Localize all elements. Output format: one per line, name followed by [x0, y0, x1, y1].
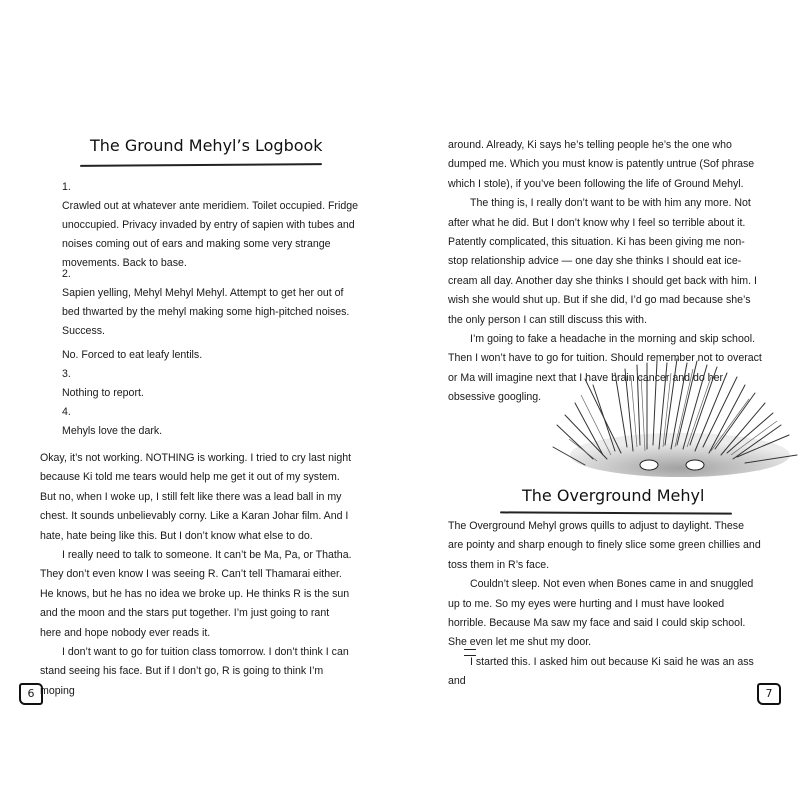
- entry-text: Mehyls love the dark.: [62, 425, 163, 437]
- entry-text: Nothing to report.: [62, 387, 144, 399]
- paragraph: I started this. I asked him out because Ki said he was an ass and: [448, 655, 754, 688]
- paragraph: I really need to talk to someone. It can’t be Ma, Pa, or Thatha. They don’t even know I was seeing R. Can’t tell Thamarai either. He knows, but he has no idea we broke up. He thinks R is the sun and the moon and the stars put together. I’m just going to rant here and hope nobody ever reads it.: [40, 549, 352, 639]
- entry-number: 4.: [62, 406, 71, 418]
- logbook-heading: The Ground Mehyl’s Logbook: [90, 136, 323, 155]
- right-body-text-bottom: [448, 517, 762, 692]
- log-entry-1: [62, 178, 362, 273]
- entry-extra-text: No. Forced to eat leafy lentils.: [62, 349, 203, 361]
- entry-number: 1.: [62, 181, 71, 193]
- paragraph: The Overground Mehyl grows quills to adjust to daylight. These are pointy and sharp enough to finely slice some green chillies and toss them in R’s face.: [448, 520, 761, 571]
- mehyl-quills-illustration: [545, 355, 800, 485]
- paragraph: around. Already, Ki says he’s telling people he’s the one who dumped me. Which you must know is patently untrue (Sof phrase which I stole), if you’ve been following the life of Ground Mehyl.: [448, 139, 755, 190]
- paragraph: Couldn’t sleep. Not even when Bones came in and snuggled up to me. So my eyes were hurting and I must have looked horrible. Because Ma saw my face and said I could skip school. She even let me shut my door.: [448, 578, 754, 649]
- heading-underline: [500, 511, 732, 514]
- left-body-text: [40, 449, 352, 701]
- page-number: 7: [757, 683, 781, 705]
- paragraph: I’m going to fake a headache in the morning and skip school. Then I won’t have to go for tuition. Should remember not to overact or Ma will imagine next that I have brain cancer and do her obsessive googling.: [448, 333, 762, 404]
- paragraph: Okay, it’s not working. NOTHING is working. I tried to cry last night because Ki told me tears would help me get it out of my system. But no, when I woke up, I still felt like there was a lead ball in my chest. It sounds unbelievably corny. Like a Karan Johar film. And I hate, hate being like this. But I don’t know what else to do.: [40, 452, 352, 542]
- overground-heading: The Overground Mehyl: [522, 486, 705, 505]
- entry-number: 3.: [62, 368, 71, 380]
- entry-number: 2.: [62, 268, 71, 280]
- heading-underline: [80, 163, 322, 167]
- entry-text: Crawled out at whatever ante meridiem. Toilet occupied. Fridge unoccupied. Privacy invaded by entry of sapien with tubes and noises coming out of ears and making some very strange movements. Back to base.: [62, 200, 358, 269]
- log-entry-4: [62, 403, 362, 441]
- log-entry-2: [62, 265, 362, 365]
- right-page: [400, 0, 800, 800]
- double-line-mark: [464, 649, 476, 656]
- paragraph: I don’t want to go for tuition class tomorrow. I don’t think I can stand seeing his face. But if I don’t go, R is going to think I’m moping: [40, 646, 349, 697]
- paragraph: The thing is, I really don’t want to be with him any more. Not after what he did. But I don’t know why I feel so terrible about it. Patently complicated, this situation. Ki has been giving me non-stop relationship advice — one day she thinks I should eat ice-cream all day. Another day she thinks I should get back with him. I wish she would shut up. But if she did, I’d go mad because she’s the only person I can still discuss this with.: [448, 197, 757, 326]
- log-entry-3: [62, 365, 362, 403]
- page-number: 6: [19, 683, 43, 705]
- entry-text: Sapien yelling, Mehyl Mehyl Mehyl. Attempt to get her out of bed thwarted by the mehyl making some high-pitched noises. Success.: [62, 287, 350, 337]
